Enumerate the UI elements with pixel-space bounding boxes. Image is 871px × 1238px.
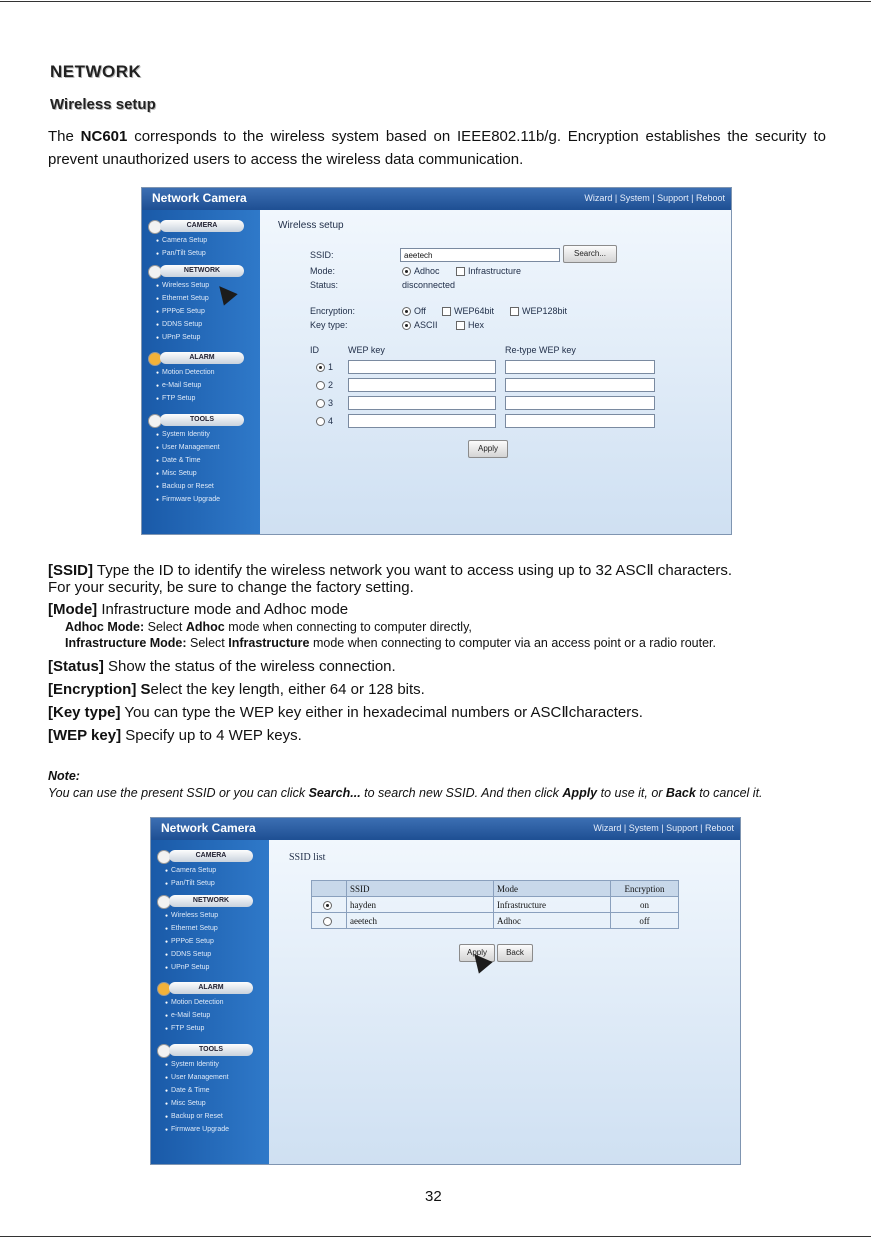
retype-wep-key-input[interactable] <box>505 360 655 374</box>
adhoc-mode-description: Adhoc Mode: Select Adhoc mode when connecting to computer directly, <box>65 620 472 634</box>
keytype-label: Key type: <box>310 320 348 330</box>
sidebar-item[interactable]: ● DDNS Setup <box>156 321 202 328</box>
retype-wep-key-header: Re-type WEP key <box>505 345 576 355</box>
sidebar-item[interactable]: ● Firmware Upgrade <box>156 496 220 503</box>
encryption-wep128-radio[interactable]: WEP128bit <box>510 306 567 316</box>
table-header-row <box>312 881 679 897</box>
sidebar-item[interactable]: ● FTP Setup <box>156 395 195 402</box>
bottom-rule <box>0 1236 871 1237</box>
sidebar-item[interactable]: ● Wireless Setup <box>165 912 218 919</box>
ssid-input[interactable]: aeetech <box>400 248 560 262</box>
mode-column-header: Mode <box>494 881 611 897</box>
encryption-description: [Encryption] Select the key length, either 64 or 128 bits. <box>48 681 425 698</box>
sidebar-item[interactable]: ● Wireless Setup <box>156 282 209 289</box>
mode-adhoc-radio[interactable]: Adhoc <box>402 266 440 276</box>
row-select-radio[interactable] <box>312 897 347 913</box>
sidebar-group-camera[interactable]: CAMERA <box>169 850 253 862</box>
infrastructure-mode-description: Infrastructure Mode: Select Infrastructure mode when connecting to computer via an access point or a radio router. <box>65 636 716 650</box>
wireless-setup-screenshot <box>141 187 732 535</box>
wep-key-input[interactable] <box>348 378 496 392</box>
table-row[interactable] <box>312 897 679 913</box>
subsection-title: Wireless setup <box>50 96 156 113</box>
page-number: 32 <box>425 1188 442 1205</box>
wep-key-input[interactable] <box>348 414 496 428</box>
encryption-wep64-radio[interactable]: WEP64bit <box>442 306 494 316</box>
ssid-cell: hayden <box>347 897 494 913</box>
ssid-column-header: SSID <box>347 881 494 897</box>
ui-top-links[interactable]: Wizard | System | Support | Reboot <box>593 823 734 833</box>
table-row[interactable] <box>312 913 679 929</box>
row-select-radio[interactable] <box>312 913 347 929</box>
status-value: disconnected <box>402 280 456 290</box>
sidebar-item[interactable]: ● UPnP Setup <box>156 334 200 341</box>
sidebar-group-alarm[interactable]: ALARM <box>169 982 253 994</box>
sidebar-item[interactable]: ● Pan/Tilt Setup <box>165 880 215 887</box>
wep-id-radio[interactable]: 3 <box>316 398 333 408</box>
model-name: NC601 <box>80 128 128 145</box>
sidebar-item[interactable]: ● Ethernet Setup <box>165 925 218 932</box>
note-label: Note: <box>48 769 80 783</box>
ssid-description-2: For your security, be sure to change the factory setting. <box>48 579 414 596</box>
retype-wep-key-input[interactable] <box>505 378 655 392</box>
ssid-cell: aeetech <box>347 913 494 929</box>
sidebar-group-camera[interactable]: CAMERA <box>160 220 244 232</box>
wep-id-radio[interactable]: 1 <box>316 362 333 372</box>
sidebar-item[interactable]: ● User Management <box>156 444 220 451</box>
sidebar-item[interactable]: ● System Identity <box>156 431 210 438</box>
sidebar-item[interactable]: ● Backup or Reset <box>156 483 214 490</box>
back-button[interactable]: Back <box>497 944 533 962</box>
sidebar-item[interactable]: ● Pan/Tilt Setup <box>156 250 206 257</box>
search-button[interactable]: Search... <box>563 245 617 263</box>
wepkey-description: [WEP key] Specify up to 4 WEP keys. <box>48 727 302 744</box>
sidebar-item[interactable]: ● FTP Setup <box>165 1025 204 1032</box>
ssid-table <box>311 880 679 929</box>
status-label: Status: <box>310 280 339 290</box>
sidebar-item[interactable]: ● Backup or Reset <box>165 1113 223 1120</box>
ui-top-links[interactable]: Wizard | System | Support | Reboot <box>584 193 725 203</box>
sidebar-item[interactable]: ● Camera Setup <box>165 867 216 874</box>
id-header: ID <box>310 345 319 355</box>
note-text: You can use the present SSID or you can click Search... to search new SSID. And then click Apply to use it, or Back to cancel it. <box>48 786 763 800</box>
wep-id-radio[interactable]: 2 <box>316 380 333 390</box>
ui-main <box>269 840 740 1164</box>
keytype-description: [Key type] You can type the WEP key either in hexadecimal numbers or ASCⅡcharacters. <box>48 704 643 721</box>
ui-brand: Network Camera <box>152 191 247 205</box>
sidebar-item[interactable]: ● System Identity <box>165 1061 219 1068</box>
section-title: NETWORK <box>50 62 142 81</box>
sidebar-item[interactable]: ● UPnP Setup <box>165 964 209 971</box>
sidebar-item[interactable]: ● Ethernet Setup <box>156 295 209 302</box>
retype-wep-key-input[interactable] <box>505 414 655 428</box>
ssid-label: SSID: <box>310 250 334 260</box>
apply-button[interactable]: Apply <box>468 440 508 458</box>
encryption-label: Encryption: <box>310 306 356 316</box>
sidebar-item[interactable]: ● Misc Setup <box>156 470 197 477</box>
ssid-list-heading: SSID list <box>289 852 326 863</box>
mode-cell: Adhoc <box>494 913 611 929</box>
top-rule <box>0 1 871 2</box>
mode-label: Mode: <box>310 266 336 276</box>
status-description: [Status] Show the status of the wireless connection. <box>48 658 396 675</box>
keytype-ascii-radio[interactable]: ASCII <box>402 320 438 330</box>
retype-wep-key-input[interactable] <box>505 396 655 410</box>
encryption-column-header: Encryption <box>611 881 679 897</box>
sidebar-item[interactable]: ● Firmware Upgrade <box>165 1126 229 1133</box>
mode-infrastructure-radio[interactable]: Infrastructure <box>456 266 521 276</box>
ssid-description: [SSID] Type the ID to identify the wireless network you want to access using up to 32 ASCⅡ characters. <box>48 562 733 579</box>
sidebar-item[interactable]: ● User Management <box>165 1074 229 1081</box>
wireless-heading: Wireless setup <box>278 220 344 231</box>
keytype-hex-radio[interactable]: Hex <box>456 320 484 330</box>
wep-key-input[interactable] <box>348 396 496 410</box>
ui-main <box>260 210 731 534</box>
sidebar-item[interactable]: ● Date & Time <box>165 1087 210 1094</box>
ui-sidebar <box>151 840 269 1164</box>
sidebar-item[interactable]: ● DDNS Setup <box>165 951 211 958</box>
intro-paragraph: The NC601 corresponds to the wireless system based on IEEE802.11b/g. Encryption establishes the security to prevent unauthorized users to access the wireless data communication. <box>48 128 827 168</box>
sidebar-item[interactable]: ● e-Mail Setup <box>165 1012 210 1019</box>
sidebar-group-alarm[interactable]: ALARM <box>160 352 244 364</box>
wep-key-header: WEP key <box>348 345 385 355</box>
sidebar-group-tools[interactable]: TOOLS <box>160 414 244 426</box>
sidebar-group-network[interactable]: NETWORK <box>160 265 244 277</box>
sidebar-item[interactable]: ● Date & Time <box>156 457 201 464</box>
ui-topbar <box>142 188 731 210</box>
sidebar-item[interactable]: ● PPPoE Setup <box>165 938 214 945</box>
encryption-cell: on <box>611 897 679 913</box>
wep-key-input[interactable] <box>348 360 496 374</box>
sidebar-item[interactable]: ● Misc Setup <box>165 1100 206 1107</box>
encryption-cell: off <box>611 913 679 929</box>
wep-id-radio[interactable]: 4 <box>316 416 333 426</box>
ui-topbar <box>151 818 740 840</box>
sidebar-item[interactable]: ● Motion Detection <box>156 369 215 376</box>
encryption-off-radio[interactable]: Off <box>402 306 426 316</box>
sidebar-item[interactable]: ● PPPoE Setup <box>156 308 205 315</box>
sidebar-item[interactable]: ● Motion Detection <box>165 999 224 1006</box>
ui-brand: Network Camera <box>161 821 256 835</box>
sidebar-group-tools[interactable]: TOOLS <box>169 1044 253 1056</box>
select-column-header <box>312 881 347 897</box>
mode-cell: Infrastructure <box>494 897 611 913</box>
sidebar-item[interactable]: ● e-Mail Setup <box>156 382 201 389</box>
ui-sidebar <box>142 210 260 534</box>
mode-description: [Mode] Infrastructure mode and Adhoc mode <box>48 601 349 618</box>
ssid-list-screenshot <box>150 817 741 1165</box>
sidebar-group-network[interactable]: NETWORK <box>169 895 253 907</box>
sidebar-item[interactable]: ● Camera Setup <box>156 237 207 244</box>
apply-button[interactable]: Apply <box>459 944 495 962</box>
